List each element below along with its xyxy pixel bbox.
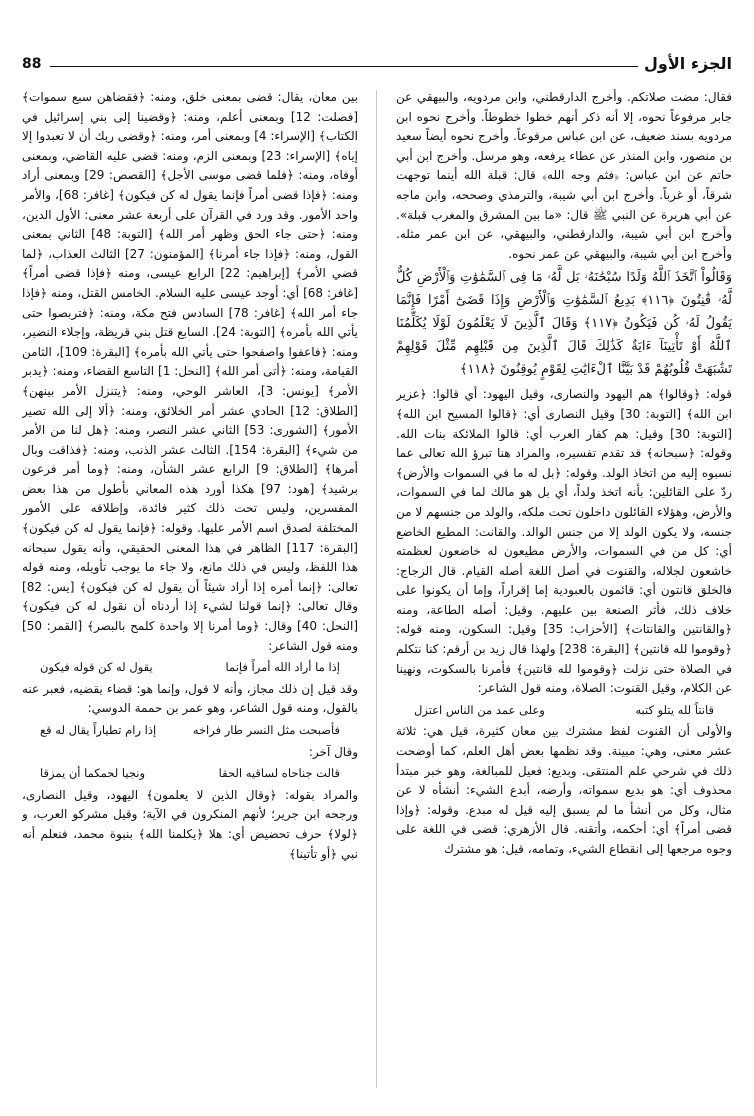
left-column bbox=[22, 88, 358, 1088]
poem-line bbox=[22, 762, 358, 786]
paragraph: فقال: مضت صلاتكم. وأخرج الدارقطني، وابن مردويه، والبيهقي عن جابر مرفوعاً نحوه، إلا أنه ذكر أنهم خطوا خطوطاً. وأخرج نحوه ابن مردويه بسند ضعيف، عن ابن عباس مرفوعاً. وأخرج نحوه أيضاً سعيد بن منصور، وابن المنذر عن عطاء يرفعه، وهو مرسل. وأخرج ابن أبي حاتم عن ابن عباس: ﴿فثم وجه الله﴾ قال: قبلة الله أينما توجهت شرقاً، أو غرباً. وأخرج ابن أبي شيبة، والترمذي وصححه، وابن ماجه عن أبي هريرة عن النبي ﷺ قال: «ما بين المشرق والمغرب قبلة». وأخرج ابن أبي شيبة، والدارقطني، والبيهقي، عن ابن عمر مثله. وأخرج ابن أبي شيبة، والبيهقي عن عمر نحوه. bbox=[396, 90, 732, 261]
column-divider bbox=[376, 90, 377, 1088]
hemistich: قالت جناحاه لساقيه الحقا bbox=[218, 766, 340, 781]
paragraph: وقد قيل إن ذلك مجاز، وأنه لا قول، وإنما هو: قضاء يقضيه، فعبر عنه بالقول، ومنه قول الشاعر، وهو عمر بن حممة الدوسي: bbox=[22, 681, 358, 716]
page-header bbox=[22, 56, 732, 78]
paragraph: والأولى أن القنوت لفظ مشترك بين معان كثيرة، قيل هي: ثلاثة عشر معنى، وهي: مبينة. وقد نظمها بعض أهل العلم، كما أوضحت ذلك في شرحي علم المنتقى. وبديع: فعيل للمبالغة، وهو خبر مبتدأ محذوف أي: هو بديع سمواته، وأرضه، أبدع الشيء: أنشأه لا عن مثال، وكل من أنشأ ما لم يسبق إليه قيل له مبدع. وقوله: ﴿وإذا قضى أمراً﴾ أي: أحكمه، وأتقنه. قال الأزهري: قضى في اللغة على وجوه مرجعها إلى انقطاع الشيء، وتمامه، قيل: هو مشترك bbox=[396, 724, 732, 856]
hemistich: إذا رام تطياراً يقال له قع bbox=[40, 723, 157, 737]
poem-line bbox=[22, 656, 358, 680]
paragraph: والمراد بقوله: ﴿وقال الذين لا يعلمون﴾ اليهود، وقيل النصارى، ورجحه ابن جرير؛ لأنهم المنكرون في الآية؛ وقيل مشركو العرب، و ﴿لولا﴾ حرف تحضيض أي: هلا ﴿يكلمنا الله﴾ بنبوة محمد، فنعلم أنه نبي ﴿أو تأتينا﴾ bbox=[22, 787, 358, 861]
header-rule bbox=[50, 66, 640, 67]
paragraph: بين معان، يقال: قضى بمعنى خلق، ومنه: ﴿فقضاهن سبع سموات﴾ [فصلت: 12] وبمعنى أعلم، ومنه: ﴿وقضينا إلى بني إسرائيل في الكتاب﴾ [الإسراء: 4] وبمعنى أمر، ومنه: ﴿وقضى ربك أن لا تعبدوا إلا إياه﴾ [الإسراء: 23] وبمعنى الزم، ومنه: قضى عليه القاضي، وبمعنى أوفاه، ومنه: ﴿فلما قضى موسى الأجل﴾ [القصص: 29] وبمعنى أراد ومنه: ﴿فإذا قضى أمراً فإنما يقول له كن فيكون﴾ [غافر: 68]، والأمر واحد الأمور. وقد ورد في القرآن على أربعة عشر معنى: الأول الدين، ومنه: ﴿حتى جاء الحق وظهر أمر الله﴾ [التوبة: 48] الثاني بمعنى القول، ومنه: ﴿فإذا جاء أمرنا﴾ [المؤمنون: 27] الثالث العذاب، ﴿لما قضي الأمر﴾ [إبراهيم: 22] الرابع عيسى، ومنه ﴿فإذا قضى أمراً﴾ [غافر: 68] أي: أوجد عيسى عليه السلام. الخامس القتل، ومنه ﴿فإذا جاء أمر الله﴾ [غافر: 78] السادس فتح مكة، ومنه: ﴿فتربصوا حتى يأتي الله بأمره﴾ [التوبة: 24]. السابع قتل بني قريظة، وإجلاء النضير، ومنه: ﴿فاعفوا واصفحوا حتى يأتي الله بأمره﴾ [البقرة: 109]، الثامن القيامة، ومنه: ﴿أتى أمر الله﴾ [النحل: 1] التاسع القضاء، ومنه: ﴿يدبر الأمر﴾ [يونس: 3]، العاشر الوحي، ومنه: ﴿يتنزل الأمر بينهن﴾ [الطلاق: 12] الحادي عشر أمر الخلائق، ومنه: ﴿ألا إلى الله تصير الأمور﴾ [الشورى: 53] الثاني عشر النصر، ومنه: ﴿هل لنا من الأمر من شيء﴾ [البقرة: 154]. الثالث عشر الذنب، ومنه: ﴿فذاقت وبال أمرها﴾ [الطلاق: 9] الرابع عشر الشأن، ومنه: ﴿وما أمر فرعون برشيد﴾ [هود: 97] هكذا أورد هذه المعاني بأطول من هذا بعض المفسرين، وليس تحت ذلك كثير فائدة، وإطلاقه على الأمور المختلفة لصدق اسم الأمر عليها. وقوله: ﴿فإنما يقول له كن فيكون﴾ [البقرة: 117] الظاهر في هذا المعنى الحقيقي، وأنه يقول سبحانه هذا اللفظ، وليس في ذلك مانع، ولا جاء ما يوجب تأويله، ومنه قوله تعالى: ﴿إنما أمره إذا أراد شيئاً أن يقول له كن فيكون﴾ [يس: 82] وقال تعالى: ﴿إنما قولنا لشيء إذا أردناه أن نقول له كن فيكون﴾ [النحل: 40] وقال: ﴿وما أمرنا إلا واحدة كلمح بالبصر﴾ [القمر: 50] ومنه قول الشاعر: bbox=[22, 90, 358, 653]
quran-verse: وَقَالُواْ ٱتَّخَذَ ٱللَّهُ وَلَدًا سُبْحَٰنَهُۥ بَل لَّهُۥ مَا فِى ٱلسَّمَٰوَٰتِ وَٱلْأَرْضِ كُلٌّ لَّهُۥ قَٰنِتُونَ ﴿١١٦﴾ بَدِيعُ ٱلسَّمَٰوَٰتِ وَٱلْأَرْضِ وَإِذَا قَضَىٰٓ أَمْرًا فَإِنَّمَا يَقُولُ لَهُۥ كُن فَيَكُونُ ﴿١١٧﴾ وَقَالَ ٱلَّذِينَ لَا يَعْلَمُونَ لَوْلَا يُكَلِّمُنَا ٱللَّهُ أَوْ تَأْتِينَآ ءَايَةٌ كَذَٰلِكَ قَالَ ٱلَّذِينَ مِن قَبْلِهِم مِّثْلَ قَوْلِهِمْ تَشَٰبَهَتْ قُلُوبُهُمْ قَدْ بَيَّنَّا ٱلْءَايَٰتِ لِقَوْمٍ يُوقِنُونَ ﴿١١٨﴾ bbox=[396, 270, 732, 378]
paragraph: قوله: ﴿وقالوا﴾ هم اليهود والنصارى، وقيل اليهود: أي قالوا: ﴿عزير ابن الله﴾ [التوبة: 30] وقيل النصارى أي: ﴿قالوا المسيح ابن الله﴾ [التوبة: 30] وقيل: هم كفار العرب أي: قالوا الملائكة بنات الله. وقوله: ﴿سبحانه﴾ قد تقدم تفسيره، والمراد هنا تبرؤ الله تعالى عما نسبوه إليه من اتخاذ الولد. وقوله: ﴿بل له ما في السموات والأرض﴾ ردّ على القائلين: بأنه اتخذ ولداً، أي بل هو مالك لما في السموات، والأرض، وهؤلاء القائلون داخلون تحت ملكه، والولد من جنسهم لا من جنسه، ولا يكون الولد إلا من جنس الوالد. والقانت: المطيع الخاضع أي: كل من في السموات، والأرض مطيعون له خاضعون لعظمته خاشعون لجلاله، والقنوت في أصل اللغة أصله القيام. قال الزجاج: فالخلق قانتون أي: قائمون بالعبودية إما إقراراً، وإما أن يكونوا على خلاف ذلك، فأثر الصنعة بين عليهم. وقيل: أصله الطاعة، ومنه ﴿والقانتين والقانتات﴾ [الأحزاب: 35] وقيل: السكون، ومنه قوله: ﴿وقوموا لله قانتين﴾ [البقرة: 238] ولهذا قال زيد بن أرقم: كنا نتكلم في الصلاة حتى نزلت ﴿وقوموا لله قانتين﴾ فأمرنا بالسكوت، ونهينا عن الكلام، وقيل القنوت: الصلاة، ومنه قول الشاعر: bbox=[396, 387, 732, 696]
hemistich: إذا ما أراد الله أمراً فإنما bbox=[225, 660, 340, 675]
paragraph: وقال آخر: bbox=[308, 744, 358, 759]
poem-line bbox=[22, 719, 358, 743]
hemistich: فأصبحت مثل النسر طار فراخه bbox=[192, 723, 340, 737]
page-number: 88 bbox=[22, 56, 42, 72]
hemistich: قانتاً لله يتلو كتبه bbox=[635, 702, 714, 717]
hemistich: ونجيا لحمكما أن يمزقا bbox=[40, 766, 146, 781]
right-column bbox=[396, 88, 732, 1088]
hemistich: يقول له كن قوله فيكون bbox=[40, 660, 153, 675]
running-title: الجزء الأول bbox=[638, 54, 732, 73]
hemistich: وعلى عمد من الناس اعتزل bbox=[414, 702, 545, 717]
poem-line bbox=[396, 699, 732, 723]
